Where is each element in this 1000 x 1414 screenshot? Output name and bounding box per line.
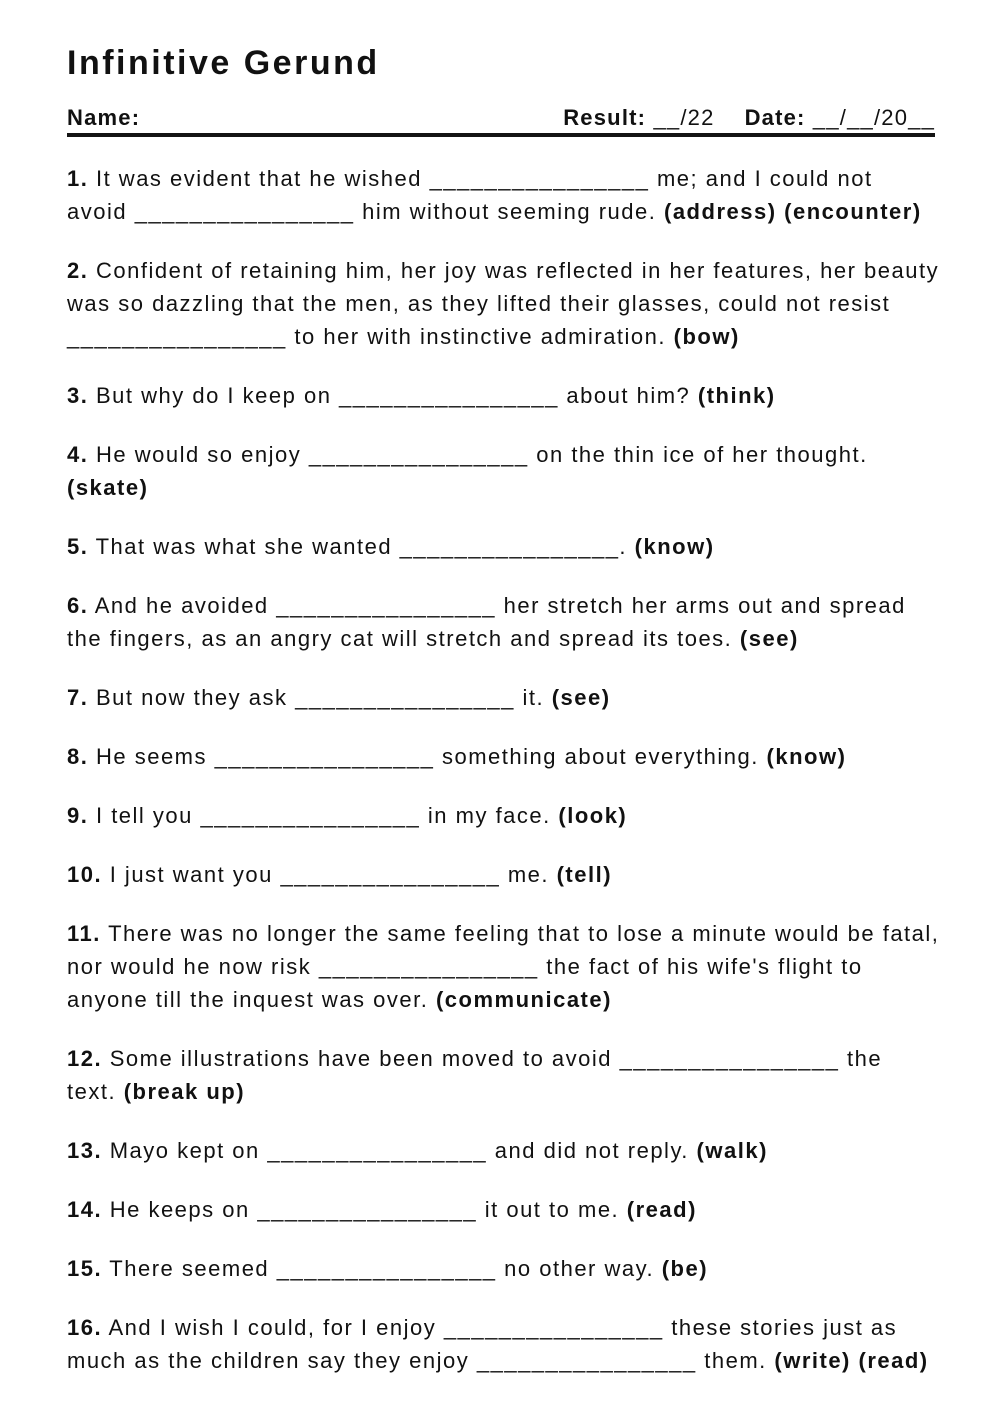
question-text: text. bbox=[67, 1079, 124, 1104]
verb-hint: (skate) bbox=[67, 475, 149, 500]
question-number: 9. bbox=[67, 803, 89, 828]
verb-hint: (read) bbox=[626, 1197, 697, 1222]
result-value: __/22 bbox=[653, 105, 715, 130]
question bbox=[67, 254, 940, 353]
question-number: 7. bbox=[67, 685, 89, 710]
verb-hint: (tell) bbox=[556, 862, 613, 887]
date-value: __/__/20__ bbox=[812, 105, 935, 130]
questions-list bbox=[67, 162, 940, 1377]
question bbox=[67, 1042, 935, 1108]
question-text: And I wish I could, for I enjoy ________________ these stories just as bbox=[102, 1315, 898, 1340]
verb-hint: (communicate) bbox=[435, 987, 612, 1012]
question-text: It was evident that he wished ________________ me; and I could not bbox=[88, 166, 873, 191]
question-text: There seemed ________________ no other way. bbox=[102, 1256, 662, 1281]
verb-hint: (address) (encounter) bbox=[664, 199, 922, 224]
question-number: 11. bbox=[67, 921, 101, 946]
question-number: 2. bbox=[67, 258, 89, 283]
question bbox=[67, 438, 935, 504]
question-number: 13. bbox=[67, 1138, 103, 1163]
question-number: 12. bbox=[67, 1046, 103, 1071]
question bbox=[67, 917, 940, 1016]
question-number: 4. bbox=[67, 442, 89, 467]
header-meta-right bbox=[563, 105, 935, 131]
question-number: 14. bbox=[67, 1197, 103, 1222]
question-text: was so dazzling that the men, as they lifted their glasses, could not resist bbox=[67, 291, 891, 316]
name-label: Name: bbox=[67, 105, 141, 130]
question bbox=[67, 799, 935, 832]
question bbox=[67, 379, 935, 412]
result-field bbox=[563, 105, 714, 131]
question bbox=[67, 740, 935, 773]
question-number: 6. bbox=[67, 593, 89, 618]
question-text: I tell you ________________ in my face. bbox=[88, 803, 559, 828]
question bbox=[67, 589, 935, 655]
question-text: I just want you ________________ me. bbox=[102, 862, 557, 887]
question bbox=[67, 1252, 935, 1285]
question-text: He seems ________________ something about everything. bbox=[88, 744, 767, 769]
result-label: Result: bbox=[563, 105, 647, 130]
question-text: But why do I keep on ________________ about him? bbox=[88, 383, 698, 408]
question-text: But now they ask ________________ it. bbox=[88, 685, 552, 710]
question bbox=[67, 530, 935, 563]
question-text: There was no longer the same feeling that to lose a minute would be fatal, bbox=[100, 921, 940, 946]
question-text: much as the children say they enjoy ________________ them. bbox=[67, 1348, 775, 1373]
question-text: He keeps on ________________ it out to me. bbox=[102, 1197, 627, 1222]
question-number: 1. bbox=[67, 166, 89, 191]
question bbox=[67, 681, 935, 714]
verb-hint: (walk) bbox=[696, 1138, 768, 1163]
question-number: 8. bbox=[67, 744, 89, 769]
question bbox=[67, 1311, 935, 1377]
question-text: nor would he now risk ________________ the fact of his wife's flight to bbox=[67, 954, 863, 979]
question bbox=[67, 1193, 935, 1226]
question-text: ________________ to her with instinctive admiration. bbox=[67, 324, 674, 349]
verb-hint: (write) (read) bbox=[774, 1348, 929, 1373]
verb-hint: (see) bbox=[551, 685, 611, 710]
question-text: That was what she wanted ________________. bbox=[88, 534, 635, 559]
verb-hint: (know) bbox=[766, 744, 847, 769]
question-text: the fingers, as an angry cat will stretch and spread its toes. bbox=[67, 626, 740, 651]
question-number: 10. bbox=[67, 862, 103, 887]
verb-hint: (break up) bbox=[123, 1079, 246, 1104]
verb-hint: (bow) bbox=[673, 324, 740, 349]
worksheet-title: Infinitive Gerund bbox=[67, 44, 380, 82]
question-text: He would so enjoy ________________ on the thin ice of her thought. bbox=[88, 442, 868, 467]
date-label: Date: bbox=[744, 105, 806, 130]
verb-hint: (know) bbox=[634, 534, 715, 559]
question-number: 5. bbox=[67, 534, 89, 559]
question-number: 16. bbox=[67, 1315, 103, 1340]
verb-hint: (see) bbox=[739, 626, 799, 651]
verb-hint: (look) bbox=[558, 803, 628, 828]
verb-hint: (be) bbox=[661, 1256, 709, 1281]
verb-hint: (think) bbox=[697, 383, 776, 408]
question-text: Mayo kept on ________________ and did not reply. bbox=[102, 1138, 697, 1163]
question-text: anyone till the inquest was over. bbox=[67, 987, 436, 1012]
question-number: 3. bbox=[67, 383, 89, 408]
question-text: Some illustrations have been moved to avoid ________________ the bbox=[102, 1046, 883, 1071]
question bbox=[67, 1134, 935, 1167]
date-field bbox=[745, 105, 935, 131]
question-text: And he avoided ________________ her stretch her arms out and spread bbox=[88, 593, 906, 618]
question-text: Confident of retaining him, her joy was reflected in her features, her beauty bbox=[88, 258, 940, 283]
question bbox=[67, 858, 935, 891]
question bbox=[67, 162, 935, 228]
question-text: avoid ________________ him without seeming rude. bbox=[67, 199, 664, 224]
question-number: 15. bbox=[67, 1256, 103, 1281]
header-meta-row bbox=[67, 105, 935, 131]
header-rule bbox=[67, 133, 935, 137]
